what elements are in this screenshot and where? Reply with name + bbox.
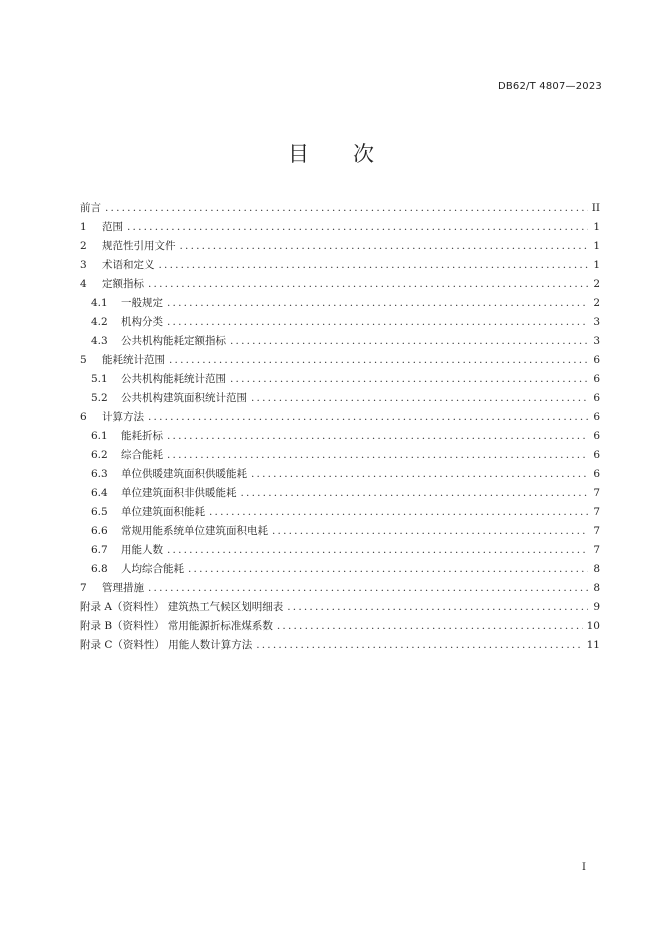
toc-entry-label: 规范性引用文件 xyxy=(102,240,176,252)
toc-entry-number: 4 xyxy=(80,278,87,290)
toc-entry-number: 2 xyxy=(80,240,87,252)
toc-entry-label: 单位建筑面积非供暖能耗 xyxy=(121,487,237,499)
toc-entry-number: 5 xyxy=(80,354,87,366)
dot-leader xyxy=(230,335,588,347)
toc-entry-label: 单位供暖建筑面积供暖能耗 xyxy=(121,468,247,480)
toc-entry-page: 2 xyxy=(593,297,600,309)
toc-entry-label: 公共机构能耗统计范围 xyxy=(121,373,226,385)
toc-entry-page: 3 xyxy=(593,316,600,328)
dot-leader xyxy=(127,221,588,233)
toc-entry-label: 定额指标 xyxy=(102,278,144,290)
toc-entry[interactable] xyxy=(80,637,600,656)
toc-entry-label: 附录 B（资料性） 常用能源折标准煤系数 xyxy=(80,620,273,632)
toc-entry[interactable] xyxy=(80,409,600,428)
toc-entry[interactable] xyxy=(80,238,600,257)
dot-leader xyxy=(167,316,588,328)
dot-leader xyxy=(251,468,588,480)
toc-entry-page: 7 xyxy=(593,506,600,518)
dot-leader xyxy=(167,544,588,556)
toc-entry-page: 6 xyxy=(593,354,600,366)
dot-leader xyxy=(209,506,588,518)
toc-entry-number: 6.8 xyxy=(91,563,108,575)
toc-entry-label: 常规用能系统单位建筑面积电耗 xyxy=(121,525,268,537)
page-number: I xyxy=(582,862,586,873)
toc-entry-number: 6.3 xyxy=(91,468,108,480)
dot-leader xyxy=(241,487,589,499)
toc-entry-page: 6 xyxy=(593,392,600,404)
page-title: 目次 xyxy=(288,142,418,166)
toc-entry-page: 7 xyxy=(593,487,600,499)
toc-entry[interactable] xyxy=(80,504,600,523)
toc-entry-page: 7 xyxy=(593,544,600,556)
toc-entry-label: 计算方法 xyxy=(102,411,144,423)
toc-entry-number: 6.5 xyxy=(91,506,108,518)
toc-entry[interactable] xyxy=(80,200,600,219)
dot-leader xyxy=(272,525,588,537)
dot-leader xyxy=(256,639,582,651)
toc-entry-page: 6 xyxy=(593,373,600,385)
toc-entry-label: 一般规定 xyxy=(121,297,163,309)
toc-entry-page: 10 xyxy=(586,620,600,632)
toc-entry-number: 6 xyxy=(80,411,87,423)
dot-leader xyxy=(105,202,588,214)
table-of-contents xyxy=(80,200,600,656)
toc-entry[interactable] xyxy=(80,390,600,409)
toc-entry-label: 能耗统计范围 xyxy=(102,354,165,366)
toc-entry-page: II xyxy=(591,202,600,214)
toc-entry-label: 用能人数 xyxy=(121,544,163,556)
toc-entry-label: 附录 C（资料性） 用能人数计算方法 xyxy=(80,639,253,651)
toc-entry-number: 6.6 xyxy=(91,525,108,537)
toc-entry-number: 5.1 xyxy=(91,373,108,385)
toc-entry[interactable] xyxy=(80,561,600,580)
toc-entry-label: 附录 A（资料性） 建筑热工气候区划明细表 xyxy=(80,601,284,613)
toc-entry-label: 公共机构能耗定额指标 xyxy=(121,335,226,347)
toc-entry[interactable] xyxy=(80,257,600,276)
toc-entry[interactable] xyxy=(80,371,600,390)
document-code: DB62/T 4807—2023 xyxy=(497,81,602,92)
dot-leader xyxy=(169,354,588,366)
toc-entry-number: 6.4 xyxy=(91,487,108,499)
toc-entry-number: 3 xyxy=(80,259,87,271)
toc-entry-number: 6.7 xyxy=(91,544,108,556)
dot-leader xyxy=(287,601,588,613)
dot-leader xyxy=(148,278,588,290)
toc-entry[interactable] xyxy=(80,295,600,314)
dot-leader xyxy=(148,582,588,594)
dot-leader xyxy=(251,392,588,404)
toc-entry-page: 6 xyxy=(593,430,600,442)
toc-entry-number: 4.1 xyxy=(91,297,108,309)
toc-entry-page: 7 xyxy=(593,525,600,537)
toc-entry-number: 4.2 xyxy=(91,316,108,328)
toc-entry-page: 2 xyxy=(593,278,600,290)
toc-entry-label: 单位建筑面积能耗 xyxy=(121,506,205,518)
toc-entry-label: 范围 xyxy=(102,221,123,233)
toc-entry-page: 9 xyxy=(593,601,600,613)
dot-leader xyxy=(167,430,588,442)
toc-entry[interactable] xyxy=(80,485,600,504)
toc-entry-number: 6.1 xyxy=(91,430,108,442)
toc-entry[interactable] xyxy=(80,466,600,485)
toc-entry-label: 前言 xyxy=(80,202,101,214)
dot-leader xyxy=(230,373,588,385)
toc-entry-label: 术语和定义 xyxy=(102,259,155,271)
toc-entry[interactable] xyxy=(80,580,600,599)
toc-entry-number: 5.2 xyxy=(91,392,108,404)
toc-entry-page: 1 xyxy=(593,240,600,252)
toc-entry-label: 能耗折标 xyxy=(121,430,163,442)
toc-entry-page: 6 xyxy=(593,468,600,480)
dot-leader xyxy=(188,563,588,575)
dot-leader xyxy=(148,411,588,423)
toc-entry-label: 管理措施 xyxy=(102,582,144,594)
toc-entry-page: 8 xyxy=(593,563,600,575)
toc-entry[interactable] xyxy=(80,523,600,542)
toc-entry-number: 7 xyxy=(80,582,87,594)
toc-entry[interactable] xyxy=(80,276,600,295)
dot-leader xyxy=(159,259,589,271)
toc-entry[interactable] xyxy=(80,314,600,333)
toc-entry-number: 1 xyxy=(80,221,87,233)
toc-entry-label: 机构分类 xyxy=(121,316,163,328)
toc-entry[interactable] xyxy=(80,542,600,561)
toc-entry-number: 4.3 xyxy=(91,335,108,347)
toc-entry-page: 6 xyxy=(593,411,600,423)
dot-leader xyxy=(167,297,588,309)
toc-entry-label: 公共机构建筑面积统计范围 xyxy=(121,392,247,404)
toc-entry[interactable] xyxy=(80,599,600,618)
toc-entry[interactable] xyxy=(80,333,600,352)
toc-entry-page: 1 xyxy=(593,221,600,233)
dot-leader xyxy=(277,620,583,632)
dot-leader xyxy=(167,449,588,461)
toc-entry-page: 8 xyxy=(593,582,600,594)
toc-entry-label: 人均综合能耗 xyxy=(121,563,184,575)
toc-entry-label: 综合能耗 xyxy=(121,449,163,461)
toc-entry-page: 3 xyxy=(593,335,600,347)
toc-entry[interactable] xyxy=(80,447,600,466)
dot-leader xyxy=(180,240,589,252)
toc-entry[interactable] xyxy=(80,618,600,637)
toc-entry[interactable] xyxy=(80,352,600,371)
toc-entry-page: 1 xyxy=(593,259,600,271)
toc-entry[interactable] xyxy=(80,428,600,447)
toc-entry[interactable] xyxy=(80,219,600,238)
toc-entry-number: 6.2 xyxy=(91,449,108,461)
toc-entry-page: 6 xyxy=(593,449,600,461)
toc-entry-page: 11 xyxy=(586,639,600,651)
